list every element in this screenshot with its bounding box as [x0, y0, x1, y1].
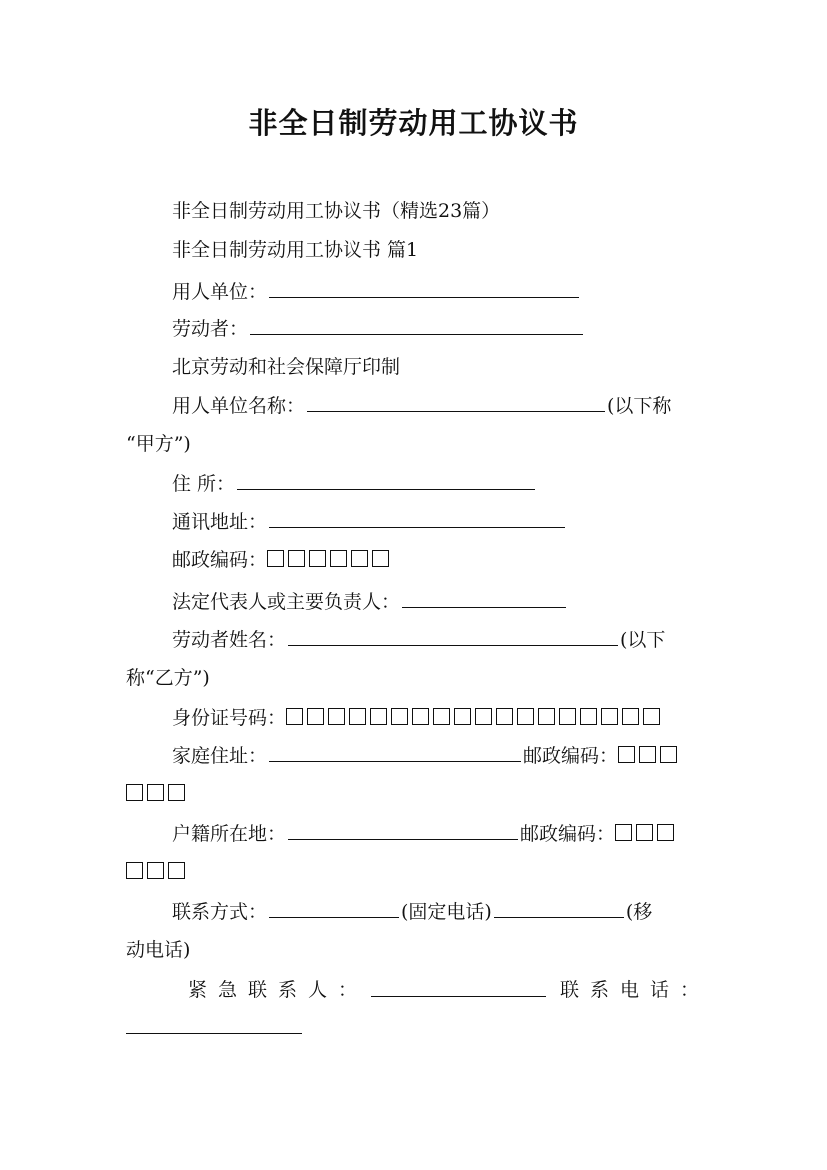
address-label: 通讯地址： [172, 511, 268, 533]
party-b-name-suffix: (以下 [620, 629, 666, 651]
document-title: 非全日制劳动用工协议书 [248, 106, 579, 140]
hukou-postcode-boxes-a[interactable] [615, 823, 678, 845]
party-a-address-line [172, 510, 827, 534]
hukou-postcode-cont [126, 860, 827, 884]
home-postcode-label: 邮政编码： [523, 745, 619, 767]
hukou-blank[interactable] [288, 822, 518, 840]
residence-blank[interactable] [237, 472, 535, 490]
home-postcode-cont [126, 782, 827, 806]
party-b-name-blank[interactable] [288, 628, 618, 646]
publisher-line: 北京劳动和社会保障厅印制 [172, 356, 401, 378]
landline-note: (固定电话) [401, 901, 492, 923]
employer-blank[interactable] [269, 280, 579, 298]
hukou-postcode-label: 邮政编码： [520, 823, 616, 845]
landline-blank[interactable] [269, 900, 399, 918]
id-number-boxes[interactable] [286, 707, 664, 729]
contact-label: 联系方式： [172, 901, 268, 923]
home-postcode-boxes-b[interactable] [126, 783, 189, 805]
home-postcode-boxes-a[interactable] [618, 745, 681, 767]
id-label: 身份证号码： [172, 707, 287, 729]
party-a-postcode-line [172, 548, 827, 572]
emergency-phone-blank[interactable] [126, 1016, 302, 1034]
emergency-phone-label: 联 系 电 话 ： [560, 979, 700, 1001]
party-b-name-line [172, 628, 827, 652]
employer-label: 用人单位： [172, 281, 268, 303]
emergency-contact-blank[interactable] [371, 979, 546, 997]
home-label: 家庭住址： [172, 745, 268, 767]
party-a-name-line [172, 394, 827, 418]
home-blank[interactable] [269, 744, 521, 762]
hukou-label: 户籍所在地： [172, 823, 287, 845]
party-a-name-suffix-cont: “甲方”) [126, 433, 191, 455]
contact-line [172, 900, 827, 924]
article-heading: 非全日制劳动用工协议书 篇1 [172, 239, 419, 261]
employer-line [172, 280, 827, 304]
representative-blank[interactable] [402, 590, 566, 608]
worker-line [172, 317, 827, 341]
party-a-name-blank[interactable] [307, 394, 605, 412]
address-blank[interactable] [269, 510, 565, 528]
party-a-postcode-boxes[interactable] [267, 549, 393, 571]
home-address-line [172, 744, 827, 768]
mobile-blank[interactable] [494, 900, 624, 918]
hukou-postcode-boxes-b[interactable] [126, 861, 189, 883]
representative-line [172, 590, 827, 614]
residence-label: 住 所： [172, 473, 236, 495]
collection-heading: 非全日制劳动用工协议书（精选23篇） [172, 200, 501, 222]
worker-blank[interactable] [250, 317, 583, 335]
party-a-name-label: 用人单位名称： [172, 395, 306, 417]
emergency-contact-label: 紧 急 联 系 人 ： [188, 979, 358, 1001]
party-b-name-suffix-cont: 称“乙方”) [126, 667, 210, 689]
party-b-name-label: 劳动者姓名： [172, 629, 287, 651]
emergency-phone-cont [126, 1016, 827, 1040]
worker-label: 劳动者： [172, 318, 249, 340]
mobile-note-cont: 动电话) [126, 939, 191, 961]
mobile-note: (移 [625, 901, 653, 923]
party-a-residence-line [172, 472, 827, 496]
postcode-label: 邮政编码： [172, 549, 268, 571]
party-a-name-suffix: (以下称 [607, 395, 672, 417]
hukou-line [172, 822, 827, 846]
representative-label: 法定代表人或主要负责人： [172, 591, 401, 613]
id-number-line [172, 706, 827, 730]
